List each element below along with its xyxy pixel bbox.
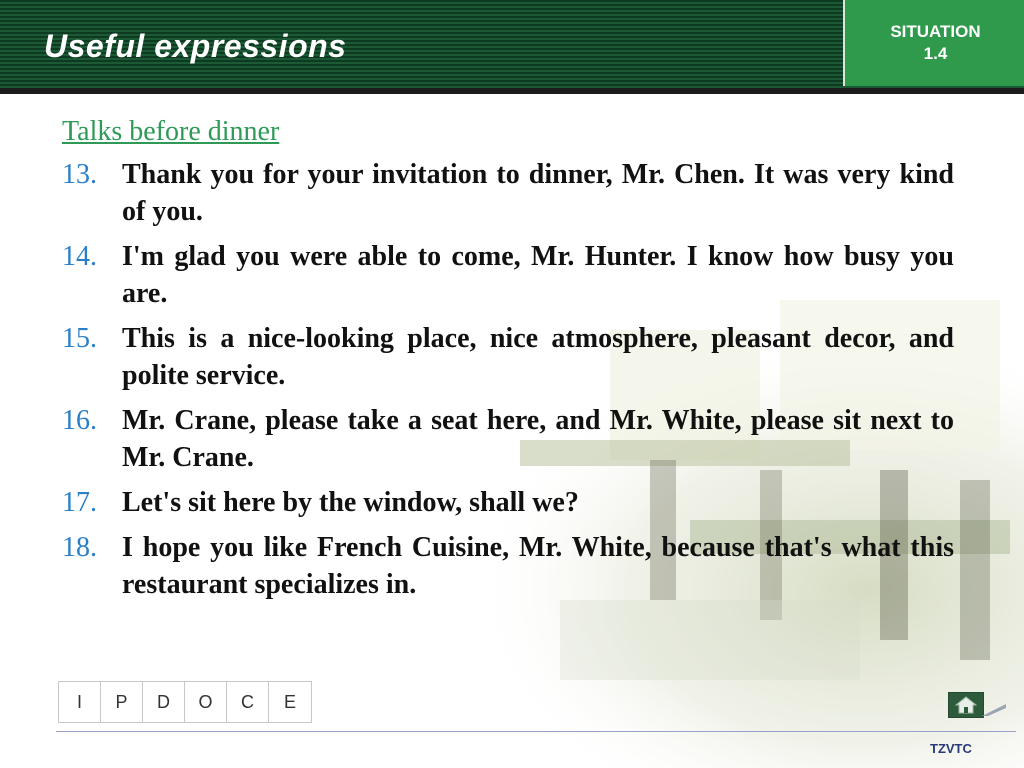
list-item [62, 320, 954, 394]
list-item [62, 402, 954, 476]
nav-button-e[interactable]: E [269, 682, 311, 722]
footer-divider [56, 731, 1016, 732]
item-number: 17. [62, 487, 97, 518]
item-text: Let's sit here by the window, shall we? [122, 487, 579, 518]
item-text: This is a nice-looking place, nice atmosphere, pleasant decor, and polite service. [122, 323, 954, 391]
situation-label: SITUATION [890, 22, 981, 41]
nav-button-i[interactable]: I [59, 682, 101, 722]
nav-button-o[interactable]: O [185, 682, 227, 722]
nav-button-p[interactable]: P [101, 682, 143, 722]
list-item [62, 238, 954, 312]
section-nav [58, 681, 312, 723]
page-title: Useful expressions [44, 28, 347, 64]
item-number: 14. [62, 241, 97, 272]
item-number: 13. [62, 159, 97, 190]
home-icon [955, 696, 977, 714]
item-text: I'm glad you were able to come, Mr. Hunter. I know how busy you are. [122, 241, 954, 309]
item-number: 15. [62, 323, 97, 354]
list-item [62, 529, 954, 603]
section-heading: Talks before dinner [62, 116, 280, 147]
footer-brand: TZVTC [930, 741, 972, 756]
list-item [62, 484, 954, 521]
item-text: Thank you for your invitation to dinner, Mr. Chen. It was very kind of you. [122, 159, 954, 227]
nav-button-c[interactable]: C [227, 682, 269, 722]
arrow-icon [982, 704, 1006, 716]
item-number: 18. [62, 532, 97, 563]
home-button[interactable] [948, 692, 984, 718]
item-number: 16. [62, 405, 97, 436]
situation-badge [843, 0, 1024, 86]
expression-list [62, 156, 954, 603]
item-text: I hope you like French Cuisine, Mr. White, because that's what this restaurant specializes in. [122, 532, 954, 600]
situation-number: 1.4 [923, 44, 948, 63]
item-text: Mr. Crane, please take a seat here, and Mr. White, please sit next to Mr. Crane. [122, 405, 954, 473]
slide-content [62, 116, 954, 611]
nav-button-d[interactable]: D [143, 682, 185, 722]
header-band [0, 0, 1024, 88]
list-item [62, 156, 954, 230]
